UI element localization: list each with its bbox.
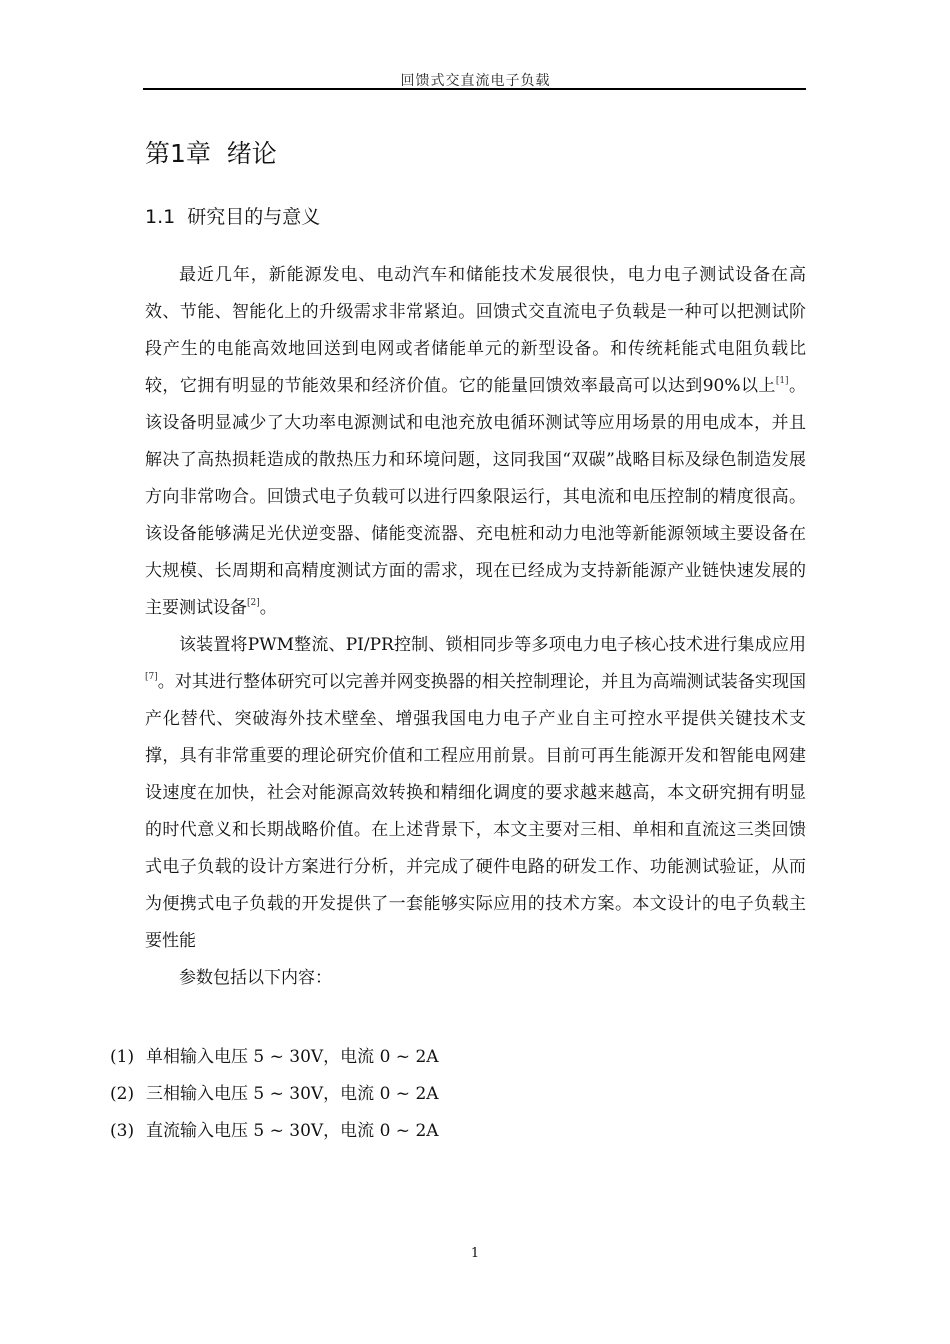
- paragraph-2: [145, 627, 806, 960]
- list-text: 三相输入电压 5 ~ 30V，电流 0 ~ 2A: [146, 1084, 439, 1104]
- paragraph-1: [145, 257, 806, 627]
- list-item: [110, 1113, 439, 1150]
- paragraph-3: 参数包括以下内容：: [179, 968, 332, 988]
- citation-ref[interactable]: [1]: [775, 376, 789, 386]
- citation-ref[interactable]: [2]: [247, 598, 260, 608]
- section-title: 1.1 研究目的与意义: [145, 206, 321, 228]
- parameter-list: [110, 1039, 439, 1150]
- list-text: 单相输入电压 5 ~ 30V，电流 0 ~ 2A: [146, 1047, 439, 1067]
- paragraph-2-text-b: 。对其进行整体研究可以完善并网变换器的相关控制理论，并且为高端测试装备实现国产化替代、突破海外技术壁垒、增强我国电力电子产业自主可控水平提供关键技术支撑，具有非常重要的理论研究价值和工程应用前景。目前可再生能源开发和智能电网建设速度在加快，社会对能源高效转换和精细化调度的要求越来越高，本文研究拥有明显的时代意义和长期战略价值。在上述背景下，本文主要对三相、单相和直流这三类回馈式电子负载的设计方案进行分析，并完成了硬件电路的研发工作、功能测试验证，从而为便携式电子负载的开发提供了一套能够实际应用的技术方案。本文设计的电子负载主要性能: [145, 672, 806, 951]
- paragraph-1-text-c: 。: [259, 598, 277, 618]
- list-item: [110, 1039, 439, 1076]
- running-header: 回馈式交直流电子负载: [400, 73, 551, 89]
- paragraph-2-text-a: 该装置将PWM整流、PI/PR控制、锁相同步等多项电力电子核心技术进行集成应用: [179, 635, 806, 655]
- list-text: 直流输入电压 5 ~ 30V，电流 0 ~ 2A: [146, 1121, 439, 1141]
- list-number: (1): [110, 1047, 135, 1067]
- citation-ref[interactable]: [7]: [145, 672, 158, 682]
- list-number: (3): [110, 1121, 135, 1141]
- chapter-title: 第1章 绪论: [145, 139, 277, 168]
- paragraph-1-text-a: 最近几年，新能源发电、电动汽车和储能技术发展很快，电力电子测试设备在高效、节能、智能化上的升级需求非常紧迫。回馈式交直流电子负载是一种可以把测试阶段产生的电能高效地回送到电网或者储能单元的新型设备。和传统耗能式电阻负载比较，它拥有明显的节能效果和经济价值。它的能量回馈效率最高可以达到90%以上: [145, 265, 806, 396]
- header-rule: [143, 88, 806, 90]
- list-number: (2): [110, 1084, 135, 1104]
- list-item: [110, 1076, 439, 1113]
- paragraph-1-text-b: 。该设备明显减少了大功率电源测试和电池充放电循环测试等应用场景的用电成本，并且解决了高热损耗造成的散热压力和环境问题，这同我国“双碳”战略目标及绿色制造发展方向非常吻合。回馈式电子负载可以进行四象限运行，其电流和电压控制的精度很高。该设备能够满足光伏逆变器、储能变流器、充电桩和动力电池等新能源领域主要设备在大规模、长周期和高精度测试方面的需求，现在已经成为支持新能源产业链快速发展的主要测试设备: [145, 376, 806, 618]
- body-text: [145, 257, 806, 997]
- page-number: 1: [470, 1246, 480, 1261]
